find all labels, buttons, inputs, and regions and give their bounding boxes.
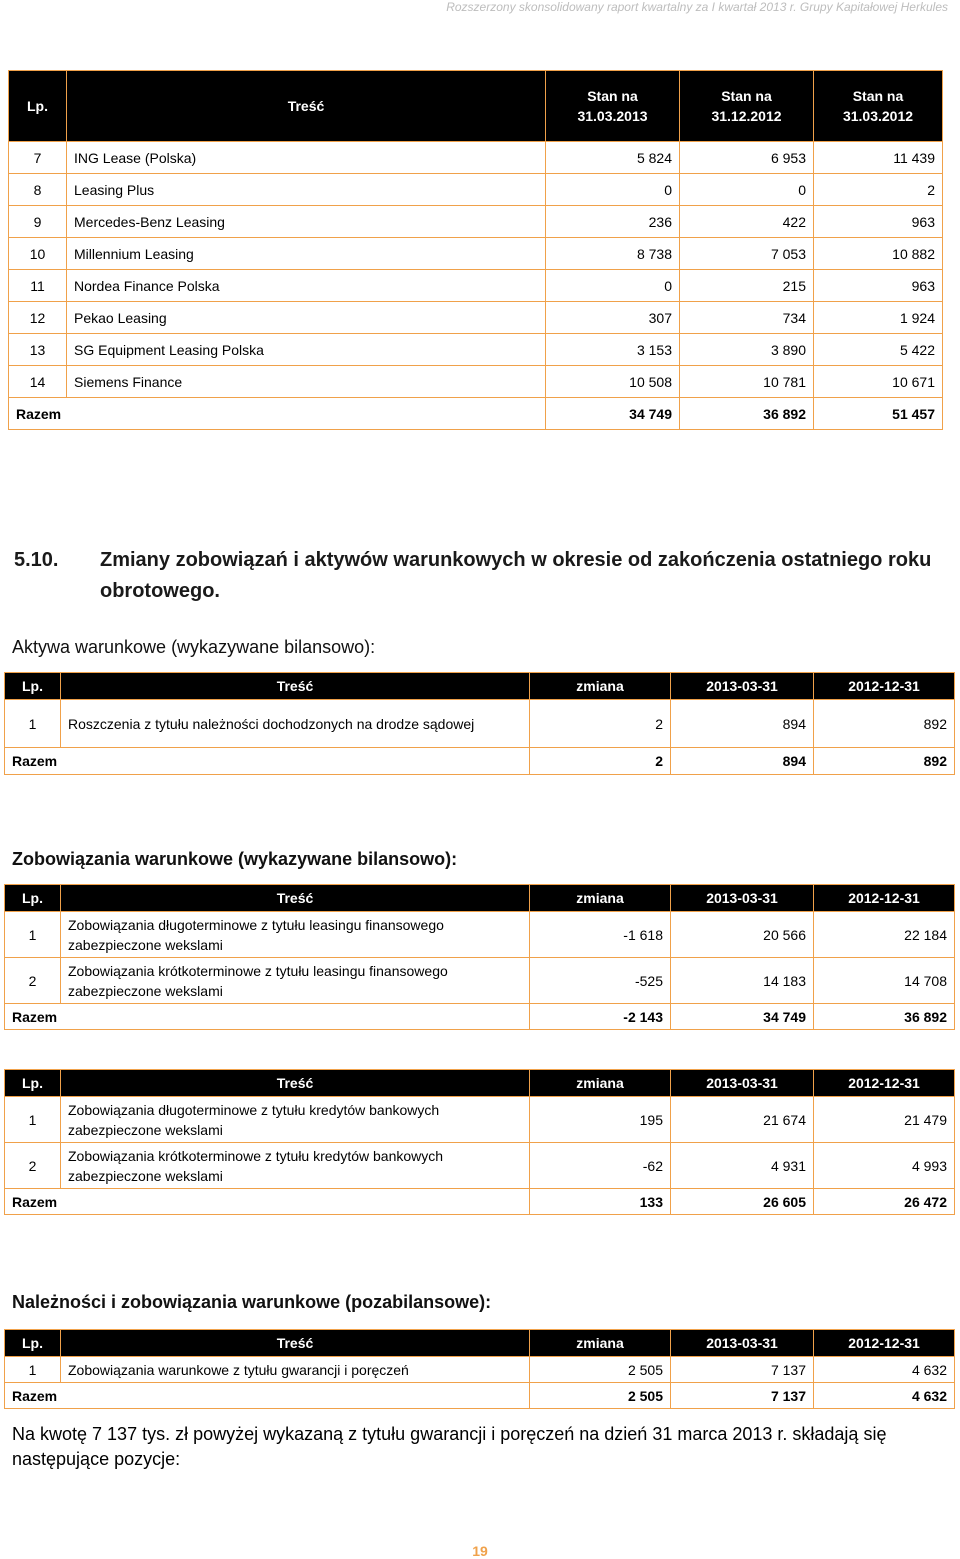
row-v2: 3 890 bbox=[680, 334, 814, 366]
row-zmiana: -1 618 bbox=[530, 912, 671, 958]
row-v3: 963 bbox=[814, 206, 943, 238]
row-name: Zobowiązania długoterminowe z tytułu kredytów bankowych zabezpieczone wekslami bbox=[61, 1097, 530, 1143]
table-row bbox=[5, 1143, 955, 1189]
row-2012: 4 993 bbox=[814, 1143, 955, 1189]
col-header-zmiana: zmiana bbox=[530, 1070, 671, 1097]
row-name: Millennium Leasing bbox=[67, 238, 546, 270]
row-name: Zobowiązania krótkoterminowe z tytułu kredytów bankowych zabezpieczone wekslami bbox=[61, 1143, 530, 1189]
assets-heading: Aktywa warunkowe (wykazywane bilansowo): bbox=[12, 637, 376, 657]
row-v2: 215 bbox=[680, 270, 814, 302]
row-v1: 3 153 bbox=[546, 334, 680, 366]
total-label: Razem bbox=[5, 1189, 530, 1215]
table-row bbox=[9, 174, 943, 206]
row-name: Siemens Finance bbox=[67, 366, 546, 398]
col-header-zmiana: zmiana bbox=[530, 673, 671, 700]
table-header-row bbox=[5, 1070, 955, 1097]
offbalance-heading: Należności i zobowiązania warunkowe (pozabilansowe): bbox=[12, 1292, 492, 1312]
col-header-2012-12-31: 2012-12-31 bbox=[814, 1070, 955, 1097]
table-row bbox=[9, 238, 943, 270]
row-name: Mercedes-Benz Leasing bbox=[67, 206, 546, 238]
total-2012: 4 632 bbox=[814, 1383, 955, 1409]
col-header-stan-2012-12: Stan na 31.12.2012 bbox=[680, 71, 814, 142]
col-header-tresc: Treść bbox=[61, 885, 530, 912]
page-number: 19 bbox=[472, 1543, 488, 1559]
row-lp: 9 bbox=[9, 206, 67, 238]
total-v2: 36 892 bbox=[680, 398, 814, 430]
row-zmiana: 2 505 bbox=[530, 1357, 671, 1383]
row-lp: 2 bbox=[5, 1143, 61, 1189]
row-lp: 12 bbox=[9, 302, 67, 334]
col-header-stan-2012-03: Stan na 31.03.2012 bbox=[814, 71, 943, 142]
section-title: Zmiany zobowiązań i aktywów warunkowych w okresie od zakończenia ostatniego roku obrotowego. bbox=[100, 549, 932, 602]
total-2013: 26 605 bbox=[671, 1189, 814, 1215]
row-zmiana: -525 bbox=[530, 958, 671, 1004]
row-v1: 0 bbox=[546, 270, 680, 302]
row-v3: 963 bbox=[814, 270, 943, 302]
row-name: Zobowiązania warunkowe z tytułu gwarancji i poręczeń bbox=[61, 1357, 530, 1383]
total-zmiana: 2 505 bbox=[530, 1383, 671, 1409]
table-row bbox=[9, 334, 943, 366]
total-v3: 51 457 bbox=[814, 398, 943, 430]
row-zmiana: 2 bbox=[530, 700, 671, 748]
table-row bbox=[9, 206, 943, 238]
table-row bbox=[5, 1357, 955, 1383]
col-header-tresc: Treść bbox=[67, 71, 546, 142]
row-v3: 11 439 bbox=[814, 142, 943, 174]
total-label: Razem bbox=[9, 398, 546, 430]
footnote-paragraph: Na kwotę 7 137 tys. zł powyżej wykazaną z tytułu gwarancji i poręczeń na dzień 31 marca 2013 r. składają się następujące pozycje: bbox=[12, 1424, 887, 1469]
total-zmiana: 133 bbox=[530, 1189, 671, 1215]
col-header-tresc: Treść bbox=[61, 1070, 530, 1097]
col-header-2013-03-31: 2013-03-31 bbox=[671, 1330, 814, 1357]
row-v3: 1 924 bbox=[814, 302, 943, 334]
row-lp: 11 bbox=[9, 270, 67, 302]
row-name: Zobowiązania długoterminowe z tytułu leasingu finansowego zabezpieczone wekslami bbox=[61, 912, 530, 958]
row-lp: 8 bbox=[9, 174, 67, 206]
row-name: Leasing Plus bbox=[67, 174, 546, 206]
row-name: Pekao Leasing bbox=[67, 302, 546, 334]
col-header-tresc: Treść bbox=[61, 673, 530, 700]
col-header-zmiana: zmiana bbox=[530, 1330, 671, 1357]
total-2012: 26 472 bbox=[814, 1189, 955, 1215]
total-row bbox=[5, 1383, 955, 1409]
section-heading bbox=[14, 545, 950, 611]
row-2012: 21 479 bbox=[814, 1097, 955, 1143]
col-header-stan-2013-03: Stan na 31.03.2013 bbox=[546, 71, 680, 142]
table-header-row bbox=[5, 885, 955, 912]
row-v1: 5 824 bbox=[546, 142, 680, 174]
row-name: ING Lease (Polska) bbox=[67, 142, 546, 174]
col-header-2013-03-31: 2013-03-31 bbox=[671, 673, 814, 700]
row-name: Roszczenia z tytułu należności dochodzonych na drodze sądowej bbox=[61, 700, 530, 748]
row-zmiana: -62 bbox=[530, 1143, 671, 1189]
row-lp: 1 bbox=[5, 700, 61, 748]
col-header-2013-03-31: 2013-03-31 bbox=[671, 885, 814, 912]
row-v2: 0 bbox=[680, 174, 814, 206]
leasing-balances-table bbox=[8, 70, 943, 430]
row-lp: 14 bbox=[9, 366, 67, 398]
col-header-zmiana: zmiana bbox=[530, 885, 671, 912]
row-lp: 1 bbox=[5, 1097, 61, 1143]
row-lp: 1 bbox=[5, 912, 61, 958]
total-row bbox=[9, 398, 943, 430]
table-header-row bbox=[9, 71, 943, 142]
total-label: Razem bbox=[5, 1004, 530, 1030]
row-lp: 1 bbox=[5, 1357, 61, 1383]
total-zmiana: 2 bbox=[530, 748, 671, 775]
row-2012: 14 708 bbox=[814, 958, 955, 1004]
table-row bbox=[5, 1097, 955, 1143]
row-v1: 10 508 bbox=[546, 366, 680, 398]
row-2013: 4 931 bbox=[671, 1143, 814, 1189]
col-header-2012-12-31: 2012-12-31 bbox=[814, 673, 955, 700]
total-zmiana: -2 143 bbox=[530, 1004, 671, 1030]
row-2012: 892 bbox=[814, 700, 955, 748]
row-2013: 14 183 bbox=[671, 958, 814, 1004]
row-name: Zobowiązania krótkoterminowe z tytułu leasingu finansowego zabezpieczone wekslami bbox=[61, 958, 530, 1004]
row-v2: 7 053 bbox=[680, 238, 814, 270]
total-row bbox=[5, 748, 955, 775]
row-v3: 10 671 bbox=[814, 366, 943, 398]
table-header-row bbox=[5, 1330, 955, 1357]
row-v2: 10 781 bbox=[680, 366, 814, 398]
row-name: Nordea Finance Polska bbox=[67, 270, 546, 302]
row-v3: 10 882 bbox=[814, 238, 943, 270]
offbalance-table bbox=[4, 1329, 955, 1409]
row-v2: 6 953 bbox=[680, 142, 814, 174]
total-v1: 34 749 bbox=[546, 398, 680, 430]
row-2012: 4 632 bbox=[814, 1357, 955, 1383]
table-row bbox=[9, 366, 943, 398]
row-v1: 8 738 bbox=[546, 238, 680, 270]
row-lp: 13 bbox=[9, 334, 67, 366]
liabilities-heading: Zobowiązania warunkowe (wykazywane bilansowo): bbox=[12, 849, 458, 869]
credit-liabilities-table bbox=[4, 1069, 955, 1215]
table-row bbox=[9, 142, 943, 174]
row-v3: 2 bbox=[814, 174, 943, 206]
total-label: Razem bbox=[5, 748, 530, 775]
row-2013: 21 674 bbox=[671, 1097, 814, 1143]
total-2012: 892 bbox=[814, 748, 955, 775]
section-number: 5.10. bbox=[14, 549, 59, 571]
total-row bbox=[5, 1189, 955, 1215]
total-2012: 36 892 bbox=[814, 1004, 955, 1030]
row-zmiana: 195 bbox=[530, 1097, 671, 1143]
table-row bbox=[5, 958, 955, 1004]
col-header-tresc: Treść bbox=[61, 1330, 530, 1357]
row-v1: 236 bbox=[546, 206, 680, 238]
row-name: SG Equipment Leasing Polska bbox=[67, 334, 546, 366]
table-row bbox=[5, 700, 955, 748]
col-header-lp: Lp. bbox=[5, 1330, 61, 1357]
total-2013: 7 137 bbox=[671, 1383, 814, 1409]
row-2012: 22 184 bbox=[814, 912, 955, 958]
row-v2: 422 bbox=[680, 206, 814, 238]
table-row bbox=[9, 270, 943, 302]
running-header: Rozszerzony skonsolidowany raport kwartalny za I kwartał 2013 r. Grupy Kapitałowej Herkules bbox=[446, 0, 948, 14]
row-2013: 20 566 bbox=[671, 912, 814, 958]
row-2013: 894 bbox=[671, 700, 814, 748]
col-header-2012-12-31: 2012-12-31 bbox=[814, 1330, 955, 1357]
col-header-2012-12-31: 2012-12-31 bbox=[814, 885, 955, 912]
row-v2: 734 bbox=[680, 302, 814, 334]
row-v1: 0 bbox=[546, 174, 680, 206]
contingent-assets-table bbox=[4, 672, 955, 775]
leasing-liabilities-table bbox=[4, 884, 955, 1030]
col-header-lp: Lp. bbox=[5, 885, 61, 912]
total-label: Razem bbox=[5, 1383, 530, 1409]
row-2013: 7 137 bbox=[671, 1357, 814, 1383]
row-v1: 307 bbox=[546, 302, 680, 334]
total-2013: 34 749 bbox=[671, 1004, 814, 1030]
col-header-lp: Lp. bbox=[5, 673, 61, 700]
row-lp: 10 bbox=[9, 238, 67, 270]
table-header-row bbox=[5, 673, 955, 700]
col-header-lp: Lp. bbox=[5, 1070, 61, 1097]
table-row bbox=[9, 302, 943, 334]
row-lp: 2 bbox=[5, 958, 61, 1004]
col-header-2013-03-31: 2013-03-31 bbox=[671, 1070, 814, 1097]
row-lp: 7 bbox=[9, 142, 67, 174]
col-header-lp: Lp. bbox=[9, 71, 67, 142]
total-row bbox=[5, 1004, 955, 1030]
table-row bbox=[5, 912, 955, 958]
total-2013: 894 bbox=[671, 748, 814, 775]
row-v3: 5 422 bbox=[814, 334, 943, 366]
